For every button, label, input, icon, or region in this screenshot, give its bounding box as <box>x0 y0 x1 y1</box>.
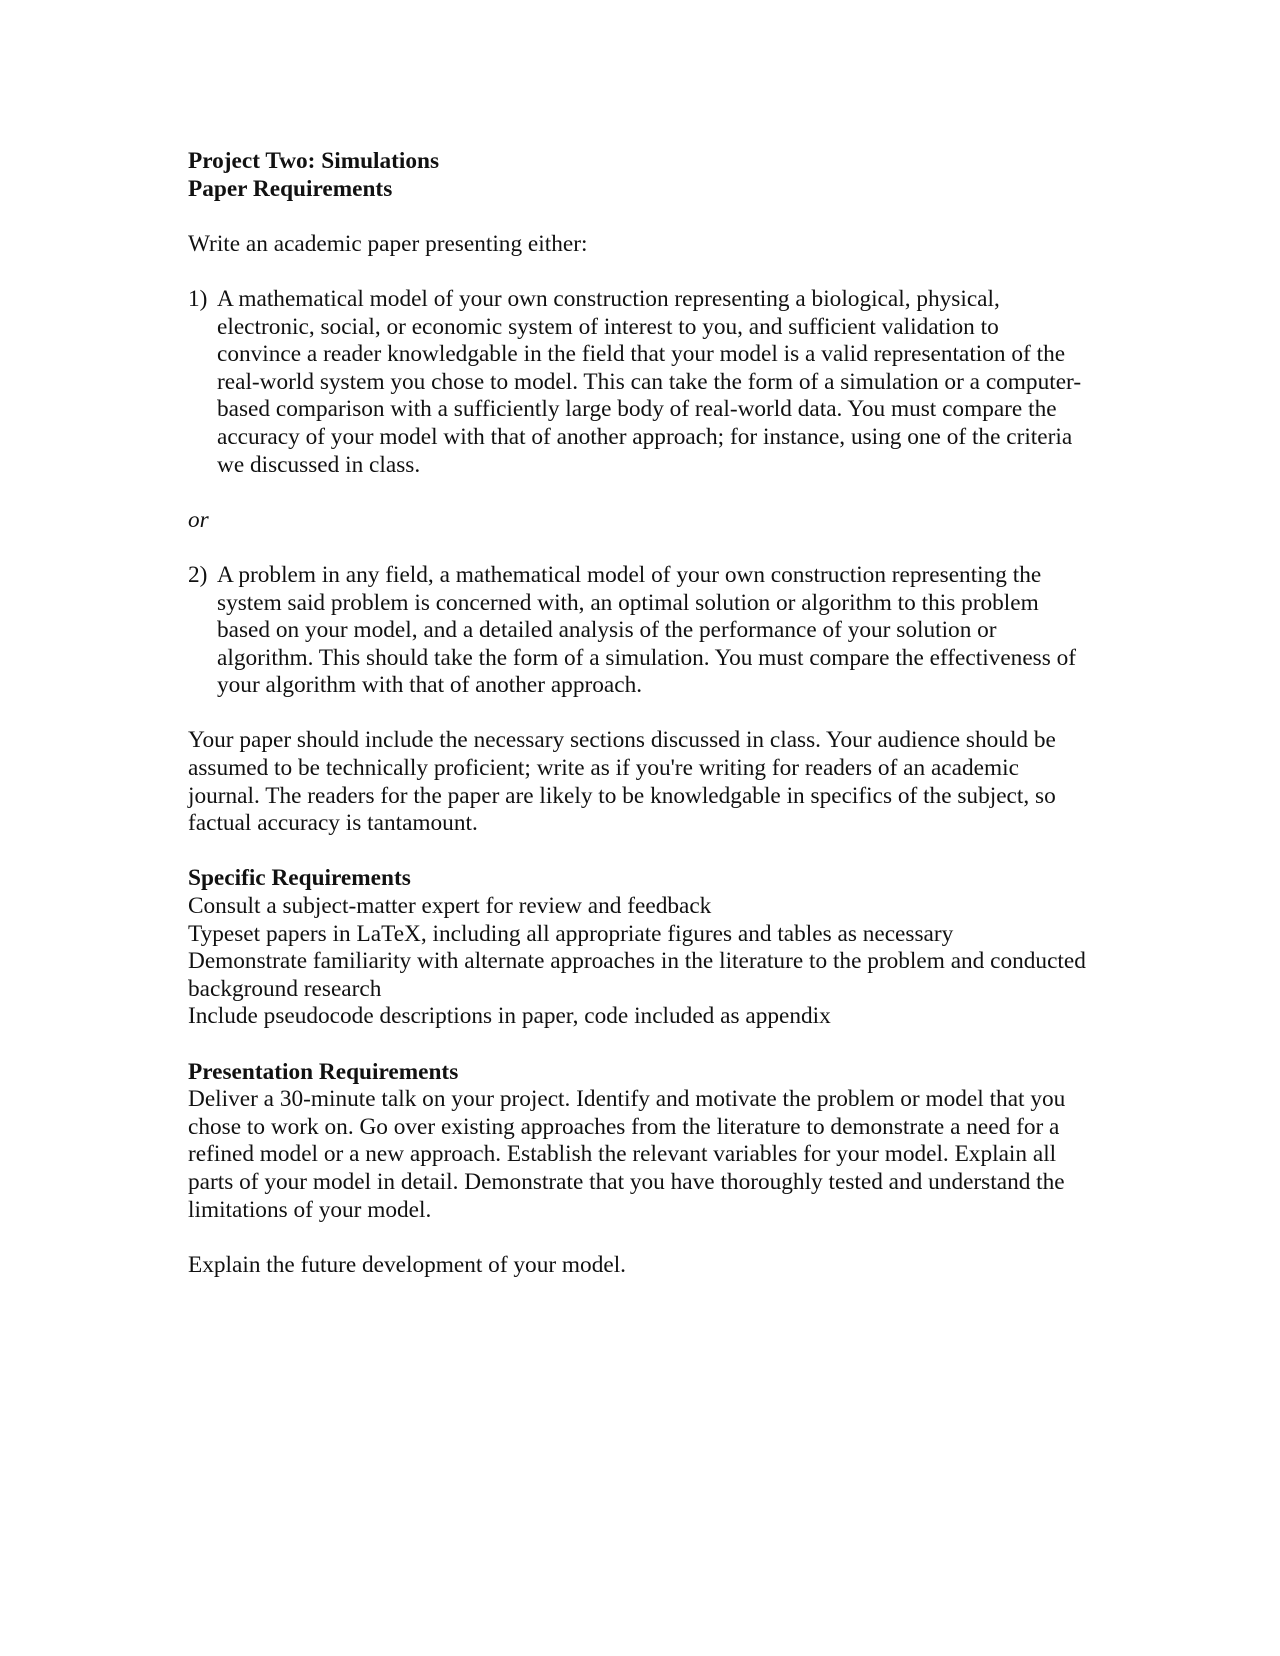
presentation-requirements-section <box>188 1059 1088 1225</box>
document-page <box>188 148 1088 1307</box>
list-item-text: A mathematical model of your own construction representing a biological, physical, electronic, social, or economic system of interest to you, and sufficient validation to convince a reader knowledgable in the field that your model is a valid representation of the real-world system you chose to model. This can take the form of a simulation or a computer-based comparison with a sufficiently large body of real-world data. You must compare the accuracy of your model with that of another approach; for instance, using one of the criteria we discussed in class. <box>217 285 1082 478</box>
list-item <box>188 286 1088 479</box>
list-item-number: 2) <box>188 561 208 588</box>
requirement-item: Consult a subject-matter expert for review and feedback <box>188 893 712 920</box>
intro-paragraph: Write an academic paper presenting either: <box>188 230 588 257</box>
requirement-item: Demonstrate familiarity with alternate approaches in the literature to the problem and conducted background research <box>188 948 1086 1002</box>
requirement-item: Typeset papers in LaTeX, including all appropriate figures and tables as necessary <box>188 920 954 947</box>
option-list-1 <box>188 286 1088 479</box>
or-separator: or <box>188 506 209 533</box>
audience-paragraph: Your paper should include the necessary sections discussed in class. Your audience should be assumed to be technically proficient; write as if you're writing for readers of an academic journal. The readers for the paper are likely to be knowledgable in specifics of the subject, so factual accuracy is tantamount. <box>188 727 1056 837</box>
document-title: Project Two: Simulations <box>188 148 440 174</box>
document-header <box>188 148 1088 203</box>
document-subtitle: Paper Requirements <box>188 175 393 202</box>
presentation-requirements-heading: Presentation Requirements <box>188 1058 459 1085</box>
presentation-requirements-text: Deliver a 30-minute talk on your project. Identify and motivate the problem or model that you chose to work on. Go over existing approaches from the literature to demonstrate a need for a refined model or a new approach. Establish the relevant variables for your model. Explain all parts of your model in detail. Demonstrate that you have thoroughly tested and understand the limitations of your model. <box>188 1086 1066 1223</box>
list-item-number: 1) <box>188 285 208 312</box>
list-item-text: A problem in any field, a mathematical model of your own construction representing the system said problem is concerned with, an optimal solution or algorithm to this problem based on your model, and a detailed analysis of the performance of your solution or algorithm. This should take the form of a simulation. You must compare the effectiveness of your algorithm with that of another approach. <box>217 561 1077 699</box>
requirement-item: Include pseudocode descriptions in paper, code included as appendix <box>188 1003 831 1030</box>
specific-requirements-section <box>188 865 1088 1031</box>
specific-requirements-heading: Specific Requirements <box>188 865 411 892</box>
list-item <box>188 562 1088 700</box>
option-list-2 <box>188 562 1088 700</box>
closing-paragraph: Explain the future development of your model. <box>188 1251 626 1278</box>
